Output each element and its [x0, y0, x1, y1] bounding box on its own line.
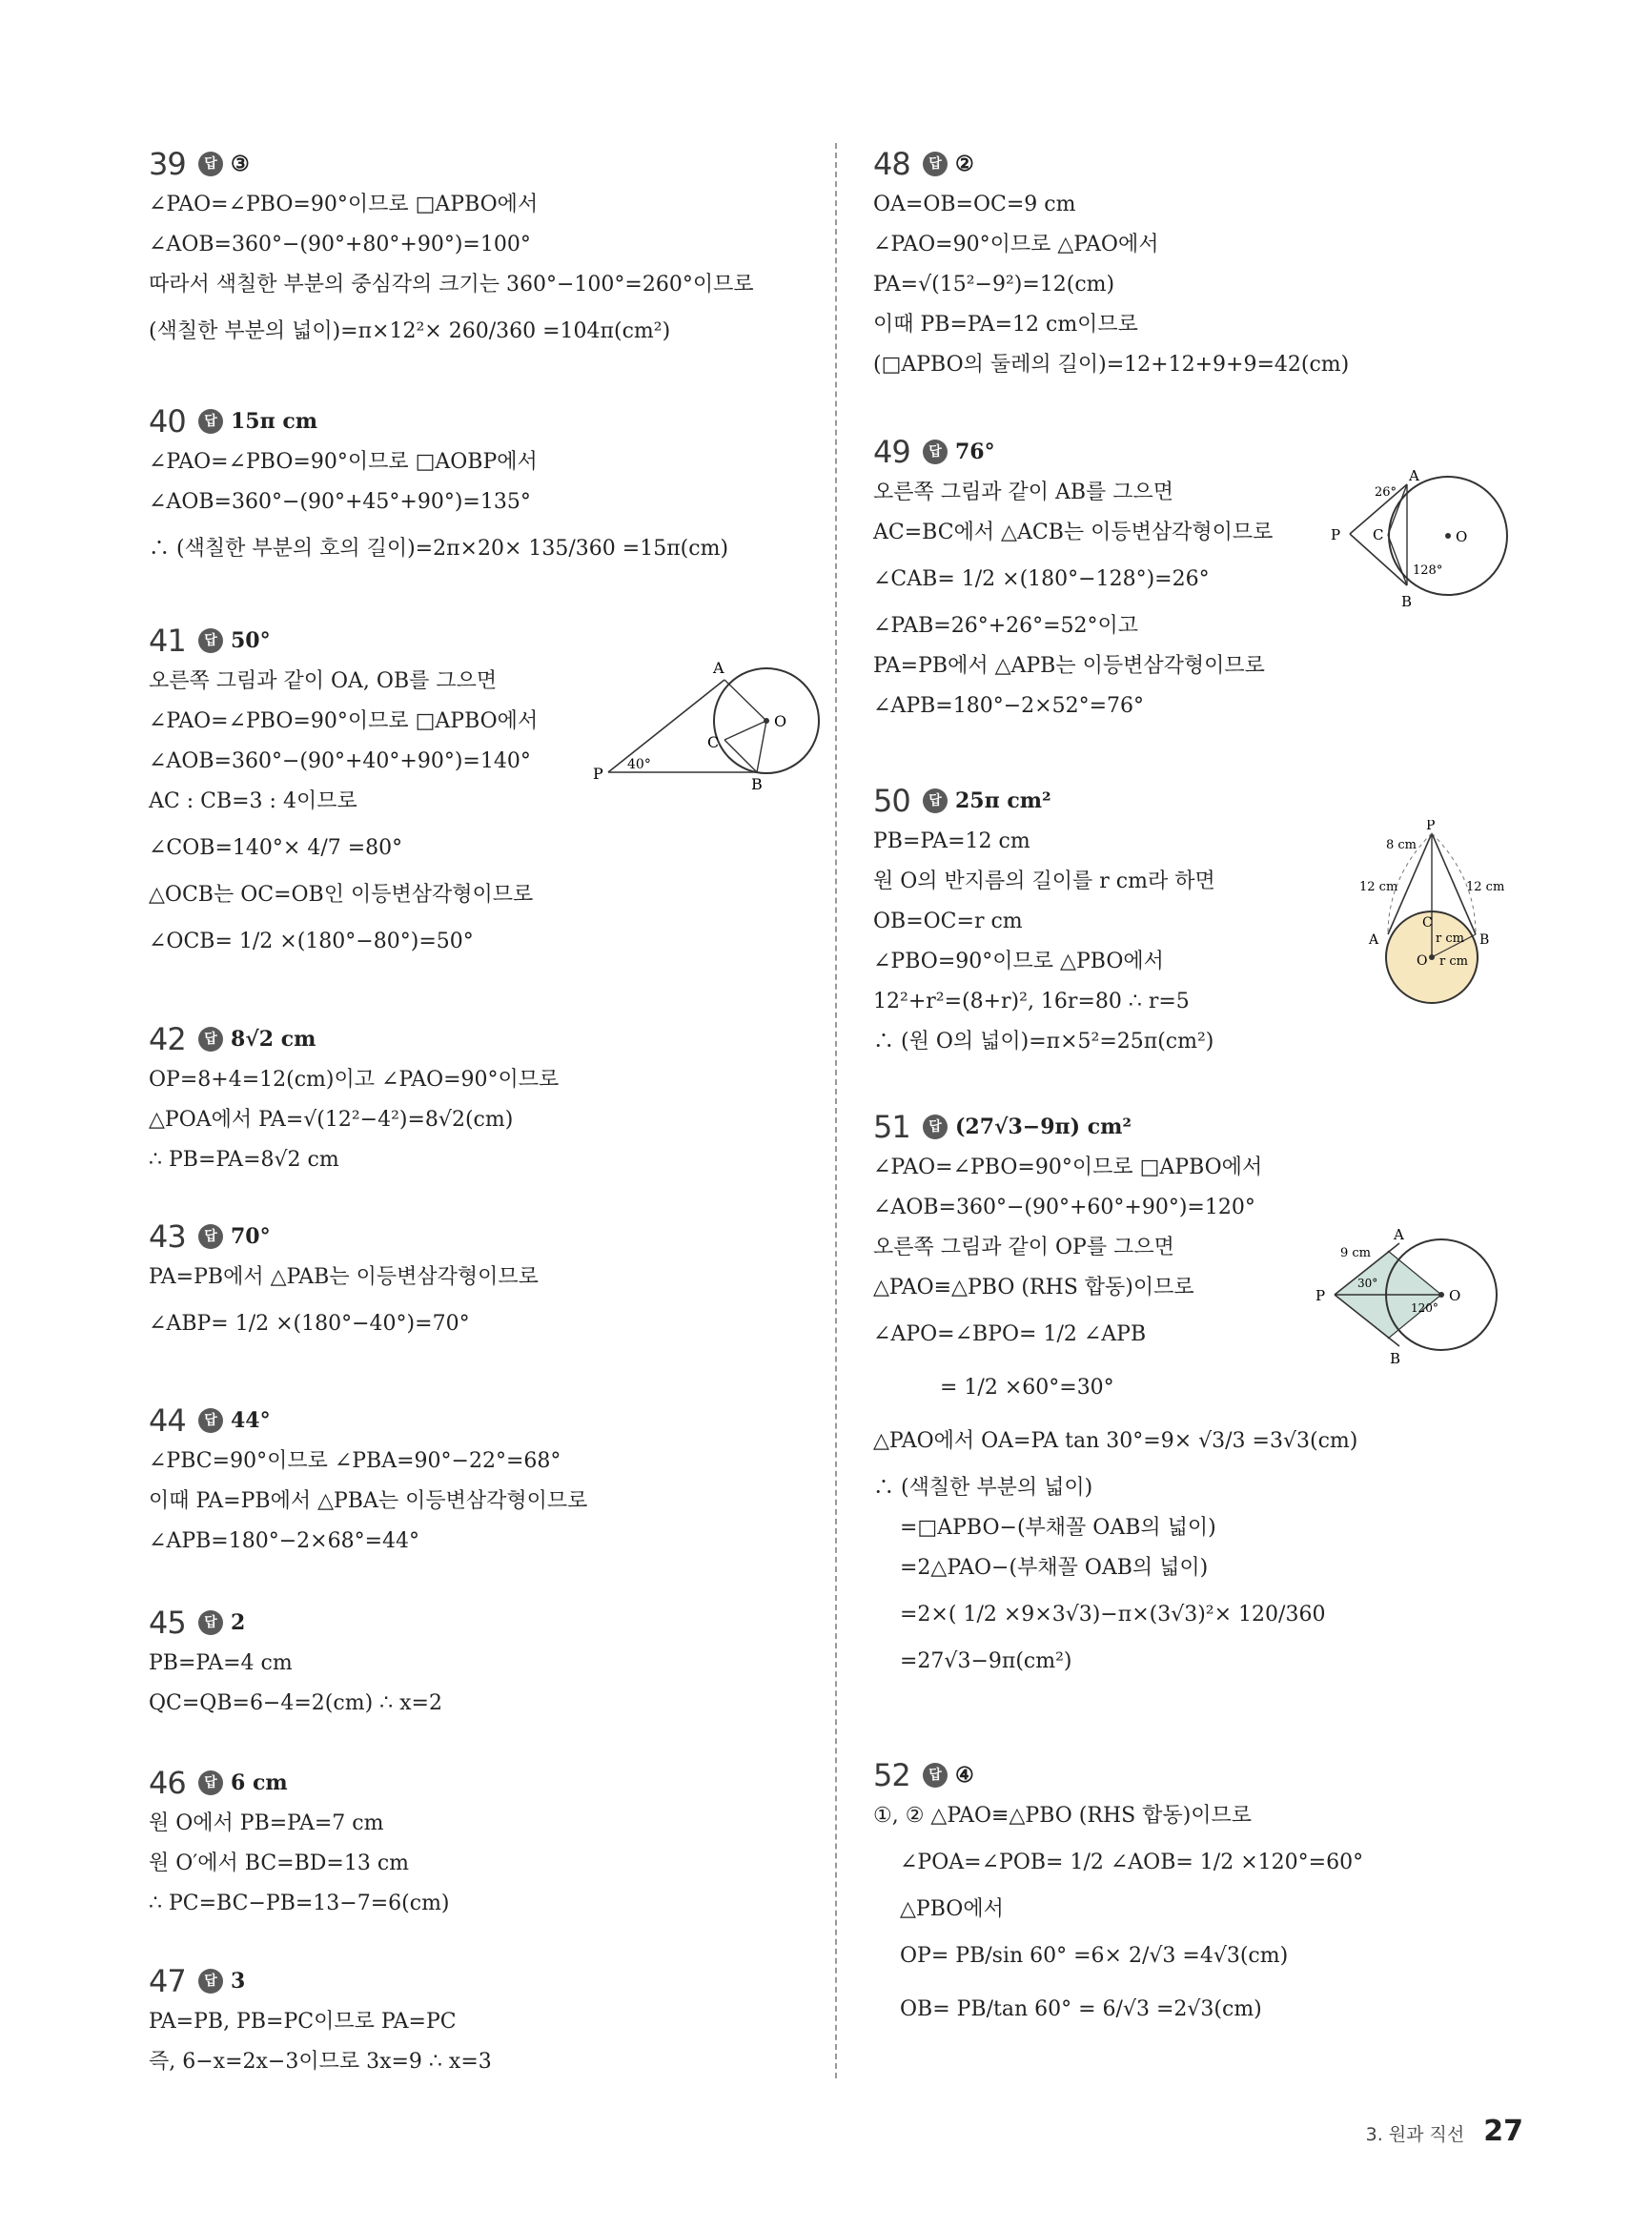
answer: ③ — [231, 152, 250, 176]
problem-50 — [873, 780, 1215, 1062]
column-divider — [835, 143, 837, 2078]
label-B: B — [751, 775, 763, 791]
problem-number: 46 — [149, 1765, 186, 1801]
answer-badge-icon: 답 — [198, 409, 223, 434]
label-9cm: 9 cm — [1340, 1246, 1372, 1260]
answer-badge-icon: 답 — [923, 440, 948, 464]
label-P: P — [593, 765, 603, 783]
solution-line: ∠AOB=360°−(90°+45°+90°)=135° — [149, 490, 531, 514]
solution-line: PB=PA=12 cm — [873, 829, 1030, 853]
solution-line: 오른쪽 그림과 같이 AB를 그으면 — [873, 481, 1174, 504]
problem-52 — [873, 1754, 1363, 2036]
problem-number: 47 — [149, 1963, 186, 1999]
solution-line: 원 O의 반지름의 길이를 r cm라 하면 — [873, 869, 1215, 893]
page-number: 27 — [1483, 2115, 1523, 2148]
figure-41 — [591, 658, 820, 791]
label-A: A — [713, 659, 724, 677]
label-C: C — [707, 733, 720, 751]
answer-badge-icon: 답 — [923, 152, 948, 176]
solution-line: ①, ② △PAO≡△PBO (RHS 합동)이므로 — [873, 1804, 1253, 1828]
label-angle-26: 26° — [1375, 485, 1397, 500]
solution-line: △PBO에서 — [900, 1897, 1004, 1921]
solution-line: ∠PAO=∠PBO=90°이므로 □APBO에서 — [149, 193, 539, 216]
problem-number: 52 — [873, 1757, 910, 1793]
label-angle: 40° — [627, 757, 651, 772]
solution-line: ∴ PB=PA=8√2 cm — [149, 1148, 339, 1172]
solution-line: ∠PBO=90°이므로 △PBO에서 — [873, 950, 1164, 973]
answer: 70° — [231, 1224, 271, 1249]
label-P: P — [1426, 820, 1436, 833]
solution-line: ∠APB=180°−2×52°=76° — [873, 694, 1145, 718]
answer-badge-icon: 답 — [198, 1969, 223, 1994]
answer-badge-icon: 답 — [198, 1770, 223, 1795]
problem-51 — [873, 1106, 1357, 1682]
solution-line: ∠COB=140°× 4/7 =80° — [149, 836, 403, 860]
solution-line: = 1/2 ×60°=30° — [940, 1376, 1114, 1400]
answer: 25π cm² — [955, 788, 1051, 813]
answer-badge-icon: 답 — [198, 1027, 223, 1052]
solution-line: PA=√(15²−9²)=12(cm) — [873, 273, 1115, 297]
answer: 6 cm — [231, 1770, 288, 1795]
label-P: P — [1315, 1287, 1326, 1304]
answer: 76° — [955, 440, 995, 464]
label-A: A — [1409, 467, 1419, 484]
solution-line: ∴ (원 O의 넓이)=π×5²=25π(cm²) — [873, 1030, 1214, 1054]
answer: ② — [955, 152, 974, 176]
solution-line: PB=PA=4 cm — [149, 1651, 293, 1675]
problem-46 — [149, 1762, 450, 1924]
problem-42 — [149, 1018, 559, 1180]
problem-45 — [149, 1602, 442, 1724]
answer-badge-icon: 답 — [923, 788, 948, 813]
label-8cm: 8 cm — [1386, 838, 1417, 852]
problem-number: 44 — [149, 1402, 186, 1439]
solution-line: 오른쪽 그림과 같이 OA, OB를 그으면 — [149, 669, 498, 693]
solution-line: AC : CB=3 : 4이므로 — [149, 789, 357, 813]
solution-line: PA=PB에서 △PAB는 이등변삼각형이므로 — [149, 1265, 539, 1289]
label-P: P — [1331, 526, 1341, 543]
solution-line: 원 O′에서 BC=BD=13 cm — [149, 1852, 410, 1875]
solution-line: ∠PAO=∠PBO=90°이므로 □AOBP에서 — [149, 450, 538, 474]
solution-line: ∠PBC=90°이므로 ∠PBA=90°−22°=68° — [149, 1449, 561, 1473]
solution-line: ∴ (색칠한 부분의 호의 길이)=2π×20× 135/360 =15π(cm) — [149, 537, 729, 561]
solution-line: PA=PB에서 △APB는 이등변삼각형이므로 — [873, 654, 1265, 678]
solution-line: (□APBO의 둘레의 길이)=12+12+9+9=42(cm) — [873, 353, 1350, 377]
solution-line: 원 O에서 PB=PA=7 cm — [149, 1811, 384, 1835]
problem-number: 39 — [149, 146, 186, 182]
solution-line: 이때 PB=PA=12 cm이므로 — [873, 313, 1138, 337]
answer: 2 — [231, 1610, 246, 1635]
label-C: C — [1422, 915, 1433, 931]
solution-line: △OCB는 OC=OB인 이등변삼각형이므로 — [149, 883, 534, 907]
solution-line: ∠APB=180°−2×68°=44° — [149, 1529, 420, 1553]
label-O: O — [1456, 528, 1468, 545]
solution-line: △PAO≡△PBO (RHS 합동)이므로 — [873, 1276, 1194, 1299]
solution-line: =2×( 1/2 ×9×3√3)−π×(3√3)²× 120/360 — [900, 1603, 1326, 1626]
problem-number: 45 — [149, 1605, 186, 1641]
answer-badge-icon: 답 — [198, 1610, 223, 1635]
label-angle-120: 120° — [1411, 1301, 1438, 1315]
figure-49 — [1329, 467, 1519, 610]
answer-badge-icon: 답 — [923, 1763, 948, 1788]
answer-badge-icon: 답 — [198, 628, 223, 653]
solution-line: ∠AOB=360°−(90°+60°+90°)=120° — [873, 1196, 1255, 1219]
problem-41 — [149, 620, 538, 969]
label-B: B — [1479, 932, 1490, 948]
answer: 15π cm — [231, 409, 318, 434]
solution-line: ∴ PC=BC−PB=13−7=6(cm) — [149, 1892, 450, 1915]
solution-line: QC=QB=6−4=2(cm) ∴ x=2 — [149, 1691, 442, 1715]
solution-line: △POA에서 PA=√(12²−4²)=8√2(cm) — [149, 1108, 514, 1132]
label-angle-128: 128° — [1413, 563, 1443, 578]
label-A: A — [1369, 932, 1379, 948]
solution-line: ∠PAO=90°이므로 △PAO에서 — [873, 233, 1159, 256]
solution-line: 이때 PA=PB에서 △PBA는 이등변삼각형이므로 — [149, 1489, 588, 1513]
solution-line: OP= PB/sin 60° =6× 2/√3 =4√3(cm) — [900, 1944, 1289, 1968]
label-O: O — [1449, 1287, 1461, 1304]
problem-39 — [149, 143, 754, 358]
label-C: C — [1373, 526, 1384, 543]
label-12cm-right: 12 cm — [1466, 880, 1505, 894]
label-B: B — [1390, 1350, 1401, 1367]
solution-line: =2△PAO−(부채꼴 OAB의 넓이) — [900, 1556, 1209, 1580]
solution-line: OB= PB/tan 60° = 6/√3 =2√3(cm) — [900, 1997, 1262, 2021]
problem-number: 40 — [149, 403, 186, 440]
solution-line: ∴ (색칠한 부분의 넓이) — [873, 1476, 1093, 1500]
answer-badge-icon: 답 — [923, 1115, 948, 1139]
solution-line: ∠CAB= 1/2 ×(180°−128°)=26° — [873, 567, 1210, 591]
solution-line: ∠APO=∠BPO= 1/2 ∠APB — [873, 1322, 1147, 1346]
problem-47 — [149, 1960, 492, 2082]
label-rcm-1: r cm — [1436, 931, 1464, 946]
answer: ④ — [955, 1763, 974, 1788]
solution-line: ∠PAO=∠PBO=90°이므로 □APBO에서 — [149, 709, 539, 733]
problem-number: 50 — [873, 783, 910, 819]
solution-line: △PAO에서 OA=PA tan 30°=9× √3/3 =3√3(cm) — [873, 1429, 1358, 1453]
problem-49 — [873, 431, 1273, 726]
answer: 3 — [231, 1969, 246, 1994]
answer-badge-icon: 답 — [198, 152, 223, 176]
solution-line: ∠PAB=26°+26°=52°이고 — [873, 614, 1139, 638]
problem-number: 43 — [149, 1218, 186, 1255]
problem-number: 41 — [149, 623, 186, 659]
page-footer — [1366, 2115, 1523, 2148]
problem-number: 51 — [873, 1109, 910, 1145]
solution-line: OP=8+4=12(cm)이고 ∠PAO=90°이므로 — [149, 1068, 560, 1092]
figure-50 — [1350, 820, 1521, 1011]
problem-number: 48 — [873, 146, 910, 182]
solution-line: ∠ABP= 1/2 ×(180°−40°)=70° — [149, 1312, 470, 1336]
answer: 44° — [231, 1408, 271, 1433]
answer: (27√3−9π) cm² — [955, 1115, 1132, 1139]
label-O: O — [1417, 953, 1428, 969]
answer: 8√2 cm — [231, 1027, 316, 1052]
solution-line: =27√3−9π(cm²) — [900, 1649, 1072, 1673]
answer: 50° — [231, 628, 271, 653]
solution-line: =□APBO−(부채꼴 OAB의 넓이) — [900, 1516, 1216, 1540]
label-angle-30: 30° — [1357, 1277, 1378, 1290]
solution-line: (색칠한 부분의 넓이)=π×12²× 260/360 =104π(cm²) — [149, 319, 671, 343]
problem-number: 49 — [873, 434, 910, 470]
answer-badge-icon: 답 — [198, 1408, 223, 1433]
label-rcm-2: r cm — [1439, 954, 1468, 969]
label-12cm-left: 12 cm — [1359, 880, 1398, 894]
solution-line: AC=BC에서 △ACB는 이등변삼각형이므로 — [873, 521, 1274, 544]
label-A: A — [1394, 1228, 1404, 1243]
solution-line: ∠POA=∠POB= 1/2 ∠AOB= 1/2 ×120°=60° — [900, 1851, 1364, 1874]
solution-line: OB=OC=r cm — [873, 910, 1023, 933]
solution-line: ∠OCB= 1/2 ×(180°−80°)=50° — [149, 930, 474, 953]
solution-line: OA=OB=OC=9 cm — [873, 193, 1076, 216]
solution-line: PA=PB, PB=PC이므로 PA=PC — [149, 2010, 457, 2034]
solution-line: ∠AOB=360°−(90°+40°+90°)=140° — [149, 749, 531, 773]
figure-51 — [1312, 1228, 1512, 1371]
solution-line: 즉, 6−x=2x−3이므로 3x=9 ∴ x=3 — [149, 2050, 492, 2074]
problem-40 — [149, 400, 728, 576]
solution-line: 따라서 색칠한 부분의 중심각의 크기는 360°−100°=260°이므로 — [149, 273, 754, 297]
chapter-title: 3. 원과 직선 — [1365, 2124, 1465, 2145]
problem-number: 42 — [149, 1021, 186, 1057]
label-O: O — [774, 712, 787, 730]
solution-line: ∠PAO=∠PBO=90°이므로 □APBO에서 — [873, 1156, 1263, 1179]
problem-48 — [873, 143, 1349, 385]
problem-43 — [149, 1216, 539, 1351]
problem-44 — [149, 1400, 587, 1562]
solution-line: 12²+r²=(8+r)², 16r=80 ∴ r=5 — [873, 990, 1190, 1013]
solution-line: 오른쪽 그림과 같이 OP를 그으면 — [873, 1236, 1174, 1259]
label-B: B — [1401, 593, 1413, 610]
solution-line: ∠AOB=360°−(90°+80°+90°)=100° — [149, 233, 531, 256]
answer-badge-icon: 답 — [198, 1224, 223, 1249]
